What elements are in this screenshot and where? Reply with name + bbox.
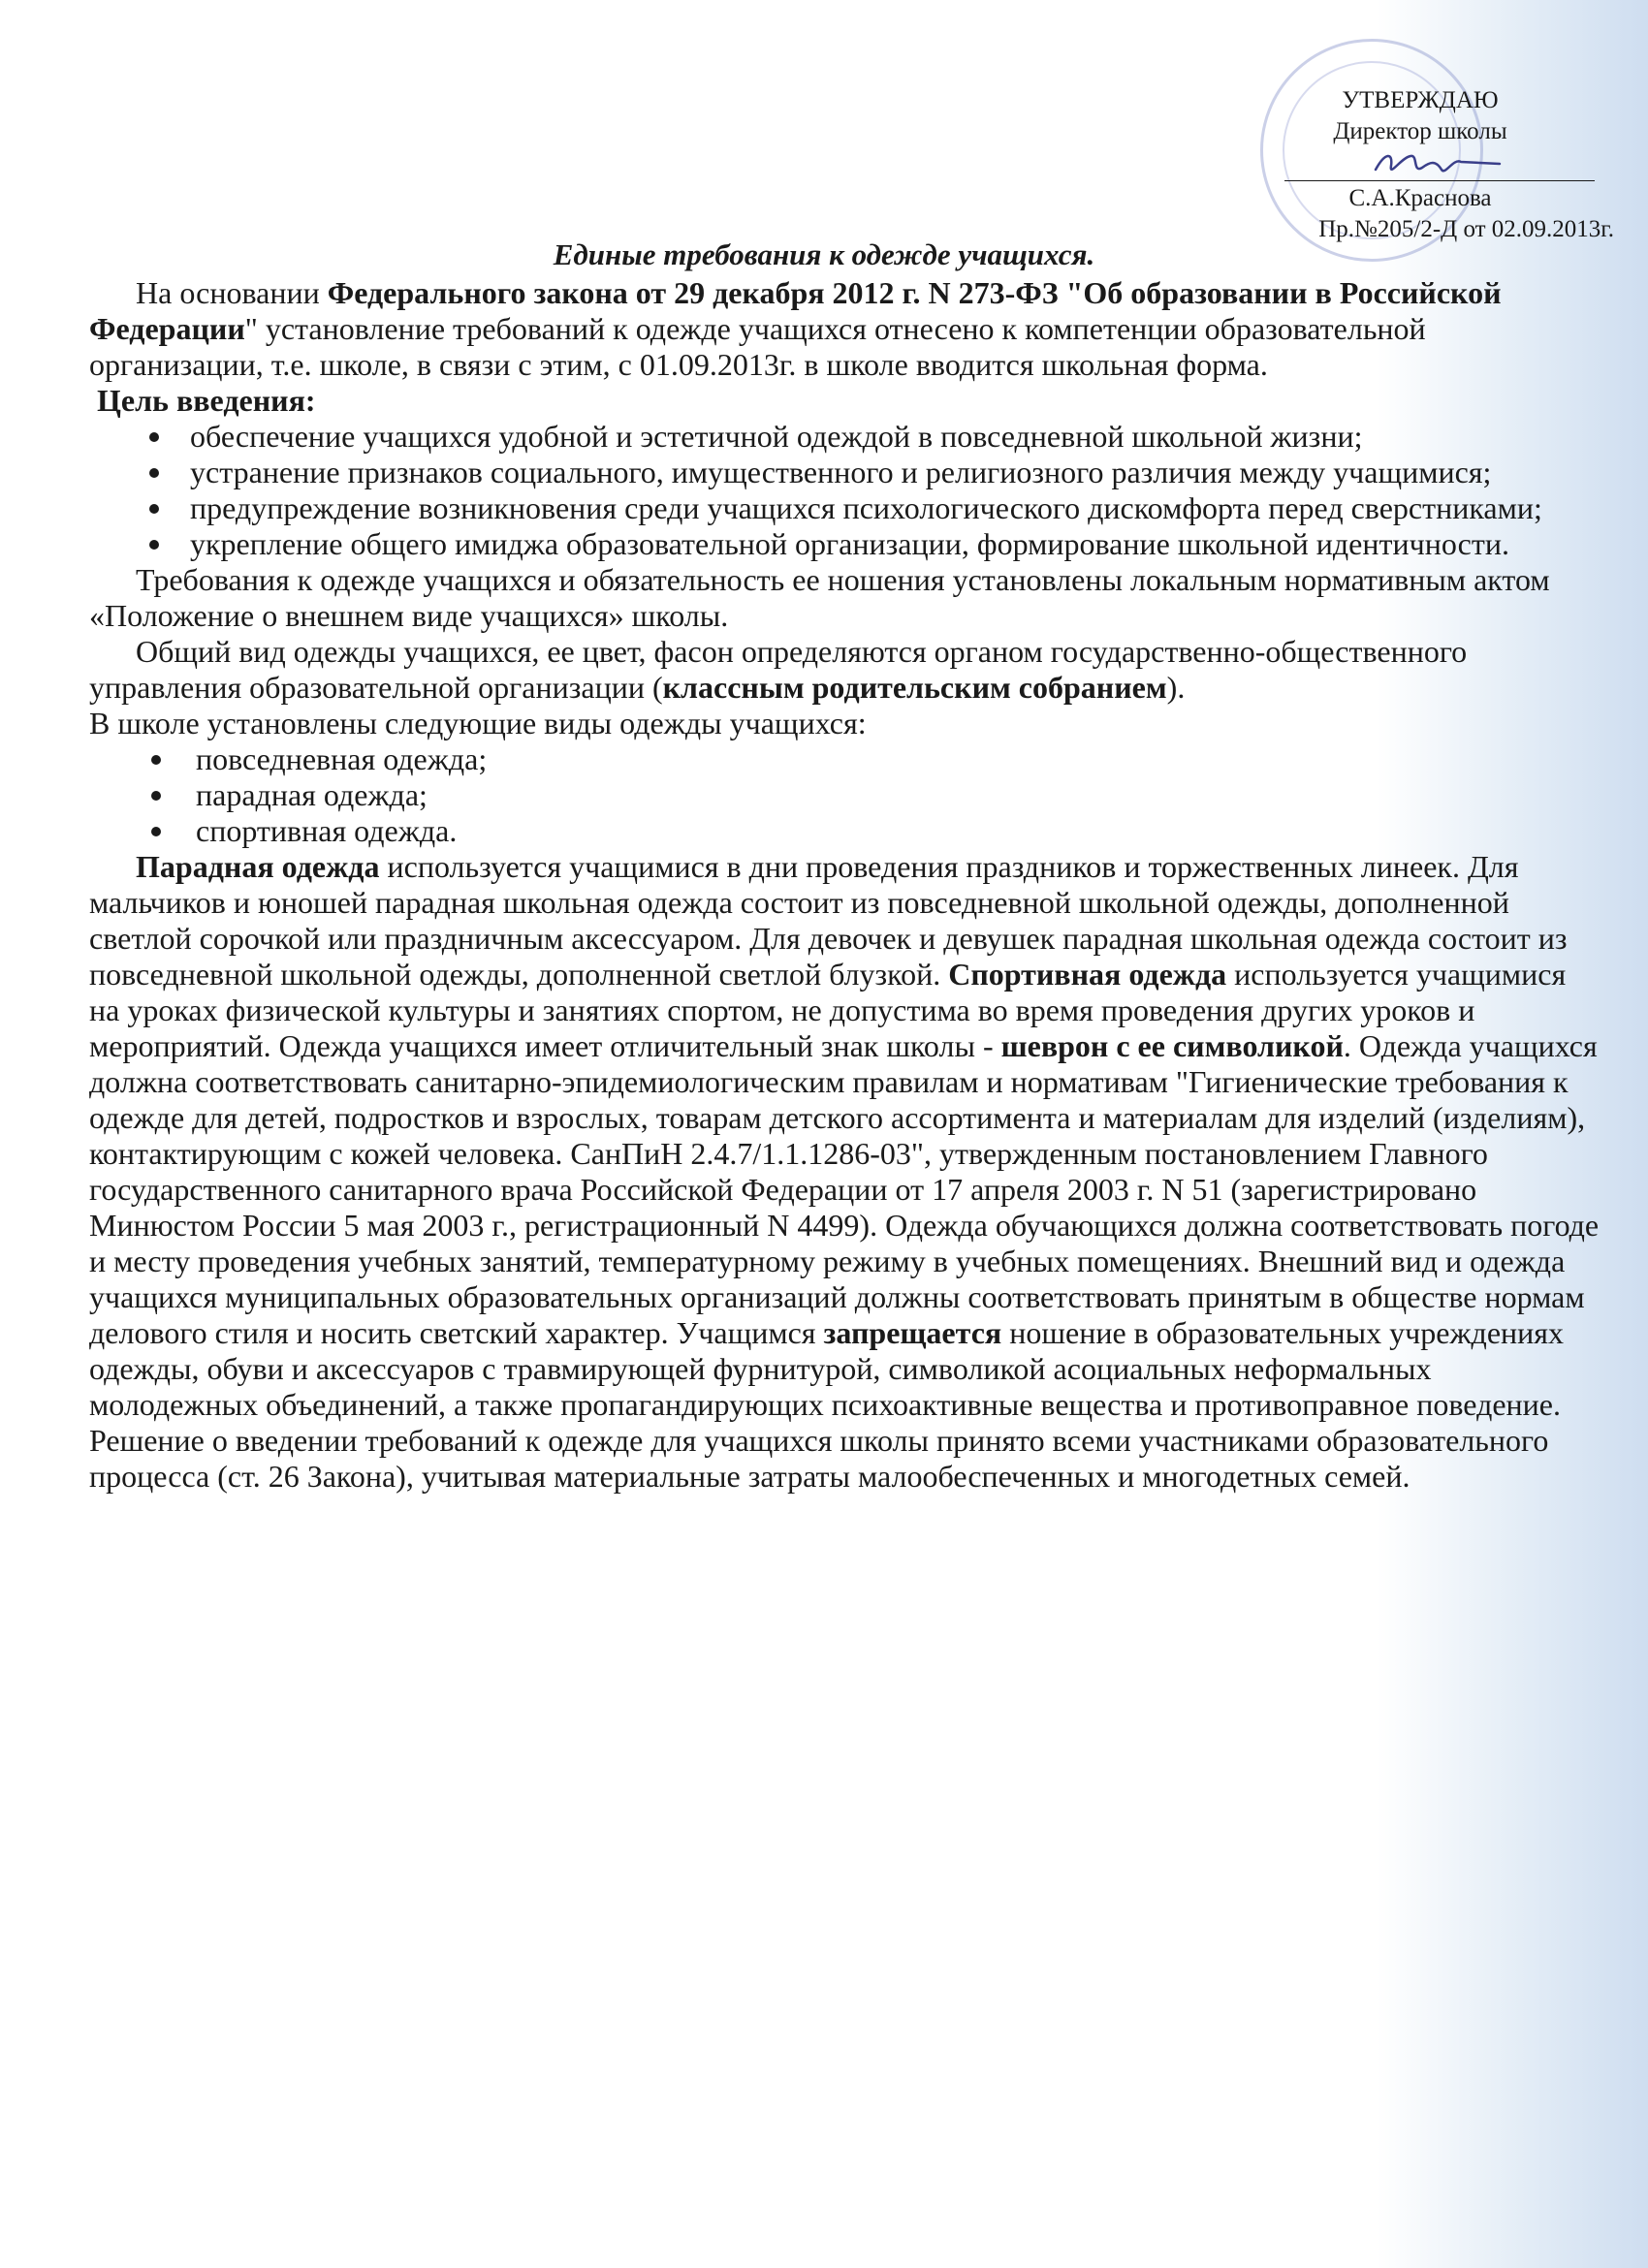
list-item: [89, 490, 1601, 526]
list-item-text: обеспечение учащихся удобной и эстетичной одеждой в повседневной школьной жизни;: [190, 419, 1363, 454]
requirements-paragraph: Требования к одежде учащихся и обязательность ее ношения установлены локальным нормативным актом «Положение о внешнем виде учащихся» школы.: [89, 562, 1550, 633]
list-item-text: повседневная одежда;: [196, 741, 488, 776]
general-appearance-paragraph: [89, 634, 1601, 706]
main-text-3: . Одежда учащихся должна соответствовать санитарно-эпидемиологическим правилам и нормативам "Гигиенические требования к одежде для детей, подростков и взрослых, товарам детского ассортимента и материалам для изделий (изделиям), контактирующим с кожей человека. СанПиН 2.4.7/1.1.1286-03", утвержденным постановлением Главного государственного санитарного врача Российской Федерации от 17 апреля 2003 г. N 51 (зарегистрировано Минюстом России 5 мая 2003 г., регистрационный N 4499). Одежда обучающихся должна соответствовать погоде и месту проведения учебных занятий, температурному режиму в учебных помещениях. Внешний вид и одежда учащихся муниципальных образовательных организаций должны соответствовать принятым в обществе нормам делового стиля и носить светский характер. Учащимся: [89, 1028, 1600, 1350]
list-item: [89, 813, 1601, 849]
formal-clothing-term: Парадная одежда: [136, 849, 380, 884]
general-text-end: ).: [1166, 670, 1186, 705]
bullet-icon: [149, 504, 159, 514]
bullet-icon: [149, 540, 159, 550]
list-item: [89, 455, 1601, 490]
list-item: [89, 741, 1601, 777]
main-paragraph: [89, 849, 1601, 1495]
list-item-text: предупреждение возникновения среди учащихся психологического дискомфорта перед сверстниками;: [190, 490, 1542, 525]
general-text: Общий вид одежды учащихся, ее цвет, фасон определяются органом государственно-общественного управления образовательной организации (: [89, 634, 1468, 705]
list-item: [89, 526, 1601, 562]
main-text-1: используется учащимися в дни проведения праздников и торжественных линеек. Для мальчиков и юношей парадная школьная одежда состоит из повседневной школьной одежды, дополненной светлой сорочкой или праздничным аксессуаром. Для девочек и девушек парадная школьная одежда состоит из повседневной школьной одежды, дополненной светлой блузкой.: [89, 849, 1568, 992]
approval-position: Директор школы: [1333, 118, 1507, 144]
goal-heading: Цель введения:: [97, 383, 316, 418]
clothing-types-intro: В школе установлены следующие виды одежды учащихся:: [89, 706, 867, 740]
main-text-4: ношение в образовательных учреждениях одежды, обуви и аксессуаров с травмирующей фурнитурой, символикой асоциальных неформальных молодежных объединений, а также пропагандирующих психоактивные вещества и противоправное поведение. Решение о введении требований к одежде для учащихся школы принято всеми участниками образовательного процесса (ст. 26 Закона), учитывая материальные затраты малообеспеченных и многодетных семей.: [89, 1315, 1564, 1494]
main-text-2: используется учащимися на уроках физической культуры и занятиях спортом, не допустима во время проведения других уроков и мероприятий. Одежда учащихся имеет отличительный знак школы -: [89, 957, 1567, 1063]
signature-line: [1284, 147, 1595, 181]
list-item-text: спортивная одежда.: [196, 813, 458, 848]
document-body: [89, 275, 1601, 1495]
prohibited-term: запрещается: [823, 1315, 1002, 1350]
bullet-icon: [151, 755, 161, 765]
list-item-text: парадная одежда;: [196, 777, 428, 812]
director-name: С.А.Краснова: [1348, 185, 1492, 211]
goal-list: [89, 419, 1601, 562]
clothing-types-list: [89, 741, 1601, 849]
bullet-icon: [151, 791, 161, 801]
document-title: Единые требования к одежде учащихся.: [553, 237, 1095, 271]
approval-block: [1226, 85, 1614, 245]
order-reference: Пр.№205/2-Д от 02.09.2013г.: [1318, 216, 1614, 242]
sports-clothing-term: Спортивная одежда: [948, 957, 1227, 992]
chevron-term: шеврон с ее символикой: [1000, 1028, 1344, 1063]
bullet-icon: [149, 468, 159, 478]
law-reference: Федерального закона от 29 декабря 2012 г. N 273-ФЗ "Об образовании в Российской Федерации: [89, 275, 1502, 346]
intro-text-end: " установление требований к одежде учащихся отнесено к компетенции образовательной организации, т.е. школе, в связи с этим, с 01.09.2013г. в школе вводится школьная форма.: [89, 311, 1426, 382]
bullet-icon: [149, 432, 159, 442]
list-item: [89, 419, 1601, 455]
list-item-text: устранение признаков социального, имущественного и религиозного различия между учащимися;: [190, 455, 1492, 489]
approval-heading: УТВЕРЖДАЮ: [1342, 87, 1499, 113]
intro-text-start: На основании: [136, 275, 328, 310]
intro-paragraph: [89, 275, 1601, 383]
parent-meeting: классным родительским собранием: [662, 670, 1167, 705]
list-item: [89, 777, 1601, 813]
director-signature: [1372, 148, 1507, 179]
bullet-icon: [151, 827, 161, 836]
list-item-text: укрепление общего имиджа образовательной организации, формирование школьной идентичности.: [190, 526, 1509, 561]
